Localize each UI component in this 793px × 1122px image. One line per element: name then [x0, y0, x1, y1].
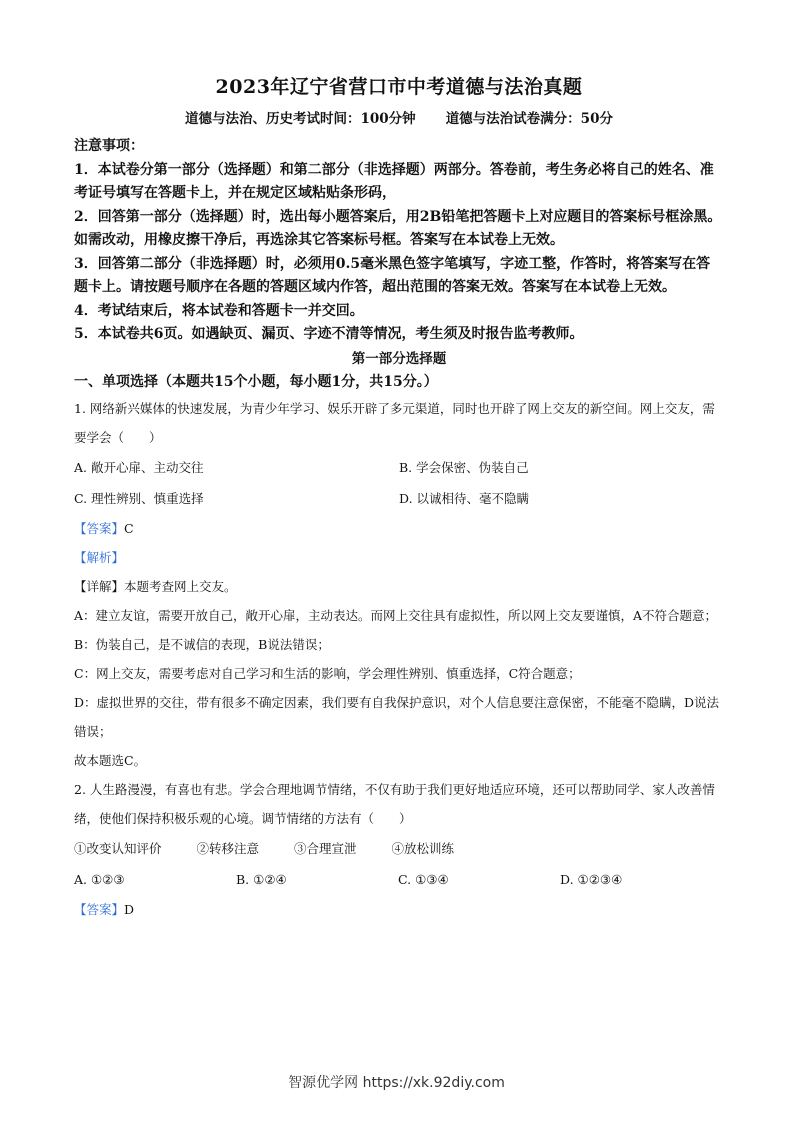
- exam-info: [74, 107, 724, 127]
- answer-tag: 【答案】: [74, 521, 125, 536]
- question-1-options-row: [74, 452, 724, 483]
- option-b: B. 学会保密、伪装自己: [399, 460, 529, 475]
- question-2-stem: 2. 人生路漫漫，有喜也有悲。学会合理地调节情绪，不仅有助于我们更好地适应环境，还可以帮助同学、家人改善情绪，使他们保持积极乐观的心境。调节情绪的方法有（ ）: [74, 782, 715, 826]
- notes-section: [74, 135, 724, 347]
- question-1-answer: [74, 514, 724, 543]
- option-a: A. 敞开心扉、主动交往: [74, 460, 204, 475]
- exam-score: 道德与法治试卷满分：50分: [445, 111, 613, 127]
- page-title: 2023年辽宁省营口市中考道德与法治真题: [215, 76, 583, 98]
- section-heading: 一、单项选择（本题共15个小题，每小题1分，共15分。）: [74, 373, 438, 390]
- part-heading: 第一部分选择题: [351, 350, 447, 367]
- detail-line: 【详解】本题考查网上交友。: [74, 579, 237, 594]
- item-4: ④放松训练: [391, 841, 455, 856]
- footer-watermark: 智源优学网 https://xk.92diy.com: [288, 1075, 505, 1091]
- answer-value: C: [124, 521, 134, 536]
- answer-tag: 【答案】: [74, 902, 125, 917]
- analysis-tag: 【解析】: [74, 550, 125, 565]
- explanation-line: A：建立友谊，需要开放自己，敞开心扉，主动表达。而网上交往具有虚拟性，所以网上交友要谨慎，A不符合题意；: [74, 608, 718, 623]
- option-d: D. 以诚相待、毫不隐瞒: [399, 491, 530, 506]
- notes-heading: 注意事项：: [74, 138, 144, 154]
- note-item: 2．回答第一部分（选择题）时，选出每小题答案后，用2B铅笔把答题卡上对应题目的答案标号框涂黑。如需改动，用橡皮擦干净后，再选涂其它答案标号框。答案写在本试卷上无效。: [74, 208, 722, 248]
- explanation-line: B：伪装自己，是不诚信的表现，B说法错误；: [74, 637, 330, 652]
- option-c: C. 理性辨别、慎重选择: [74, 491, 204, 506]
- explanation-line: D：虚拟世界的交往，带有很多不确定因素，我们要有自我保护意识，对个人信息要注意保密，不能毫不隐瞒，D说法错误；: [74, 695, 720, 739]
- option-a: A. ①②③: [74, 872, 125, 887]
- explanation-line: C：网上交友，需要考虑对自己学习和生活的影响，学会理性辨别、慎重选择，C符合题意；: [74, 666, 581, 681]
- question-1-options-row: [74, 483, 724, 514]
- option-c: C. ①③④: [398, 872, 449, 887]
- question-2-options-row: [74, 864, 724, 895]
- conclusion-line: 故本题选C。: [74, 753, 147, 768]
- exam-time: 道德与法治、历史考试时间：100分钟: [185, 111, 416, 127]
- note-item: 4．考试结束后，将本试卷和答题卡一并交回。: [74, 302, 364, 319]
- option-d: D. ①②③④: [560, 872, 623, 887]
- item-3: ③合理宣泄: [294, 841, 357, 856]
- item-1: ①改变认知评价: [74, 841, 162, 856]
- item-2: ②转移注意: [196, 841, 260, 856]
- note-item: 1．本试卷分第一部分（选择题）和第二部分（非选择题）两部分。答卷前，考生务必将自己的姓名、准考证号填写在答题卡上，并在规定区域粘贴条形码，: [74, 161, 714, 201]
- option-b: B. ①②④: [236, 872, 287, 887]
- question-2-items: [74, 833, 724, 864]
- document-page: [74, 72, 724, 924]
- answer-value: D: [124, 902, 135, 917]
- question-2-answer: [74, 895, 724, 924]
- note-item: 5．本试卷共6页。如遇缺页、漏页、字迹不清等情况，考生须及时报告监考教师。: [74, 326, 584, 342]
- note-item: 3．回答第二部分（非选择题）时，必须用0.5毫米黑色签字笔填写，字迹工整，作答时，将答案写在答题卡上。请按题号顺序在各题的答题区域内作答，超出范围的答案无效。答案写在本试卷上无效。: [74, 255, 711, 295]
- question-1-stem: 1. 网络新兴媒体的快速发展，为青少年学习、娱乐开辟了多元渠道，同时也开辟了网上交友的新空间。网上交友，需要学会（ ）: [74, 401, 715, 445]
